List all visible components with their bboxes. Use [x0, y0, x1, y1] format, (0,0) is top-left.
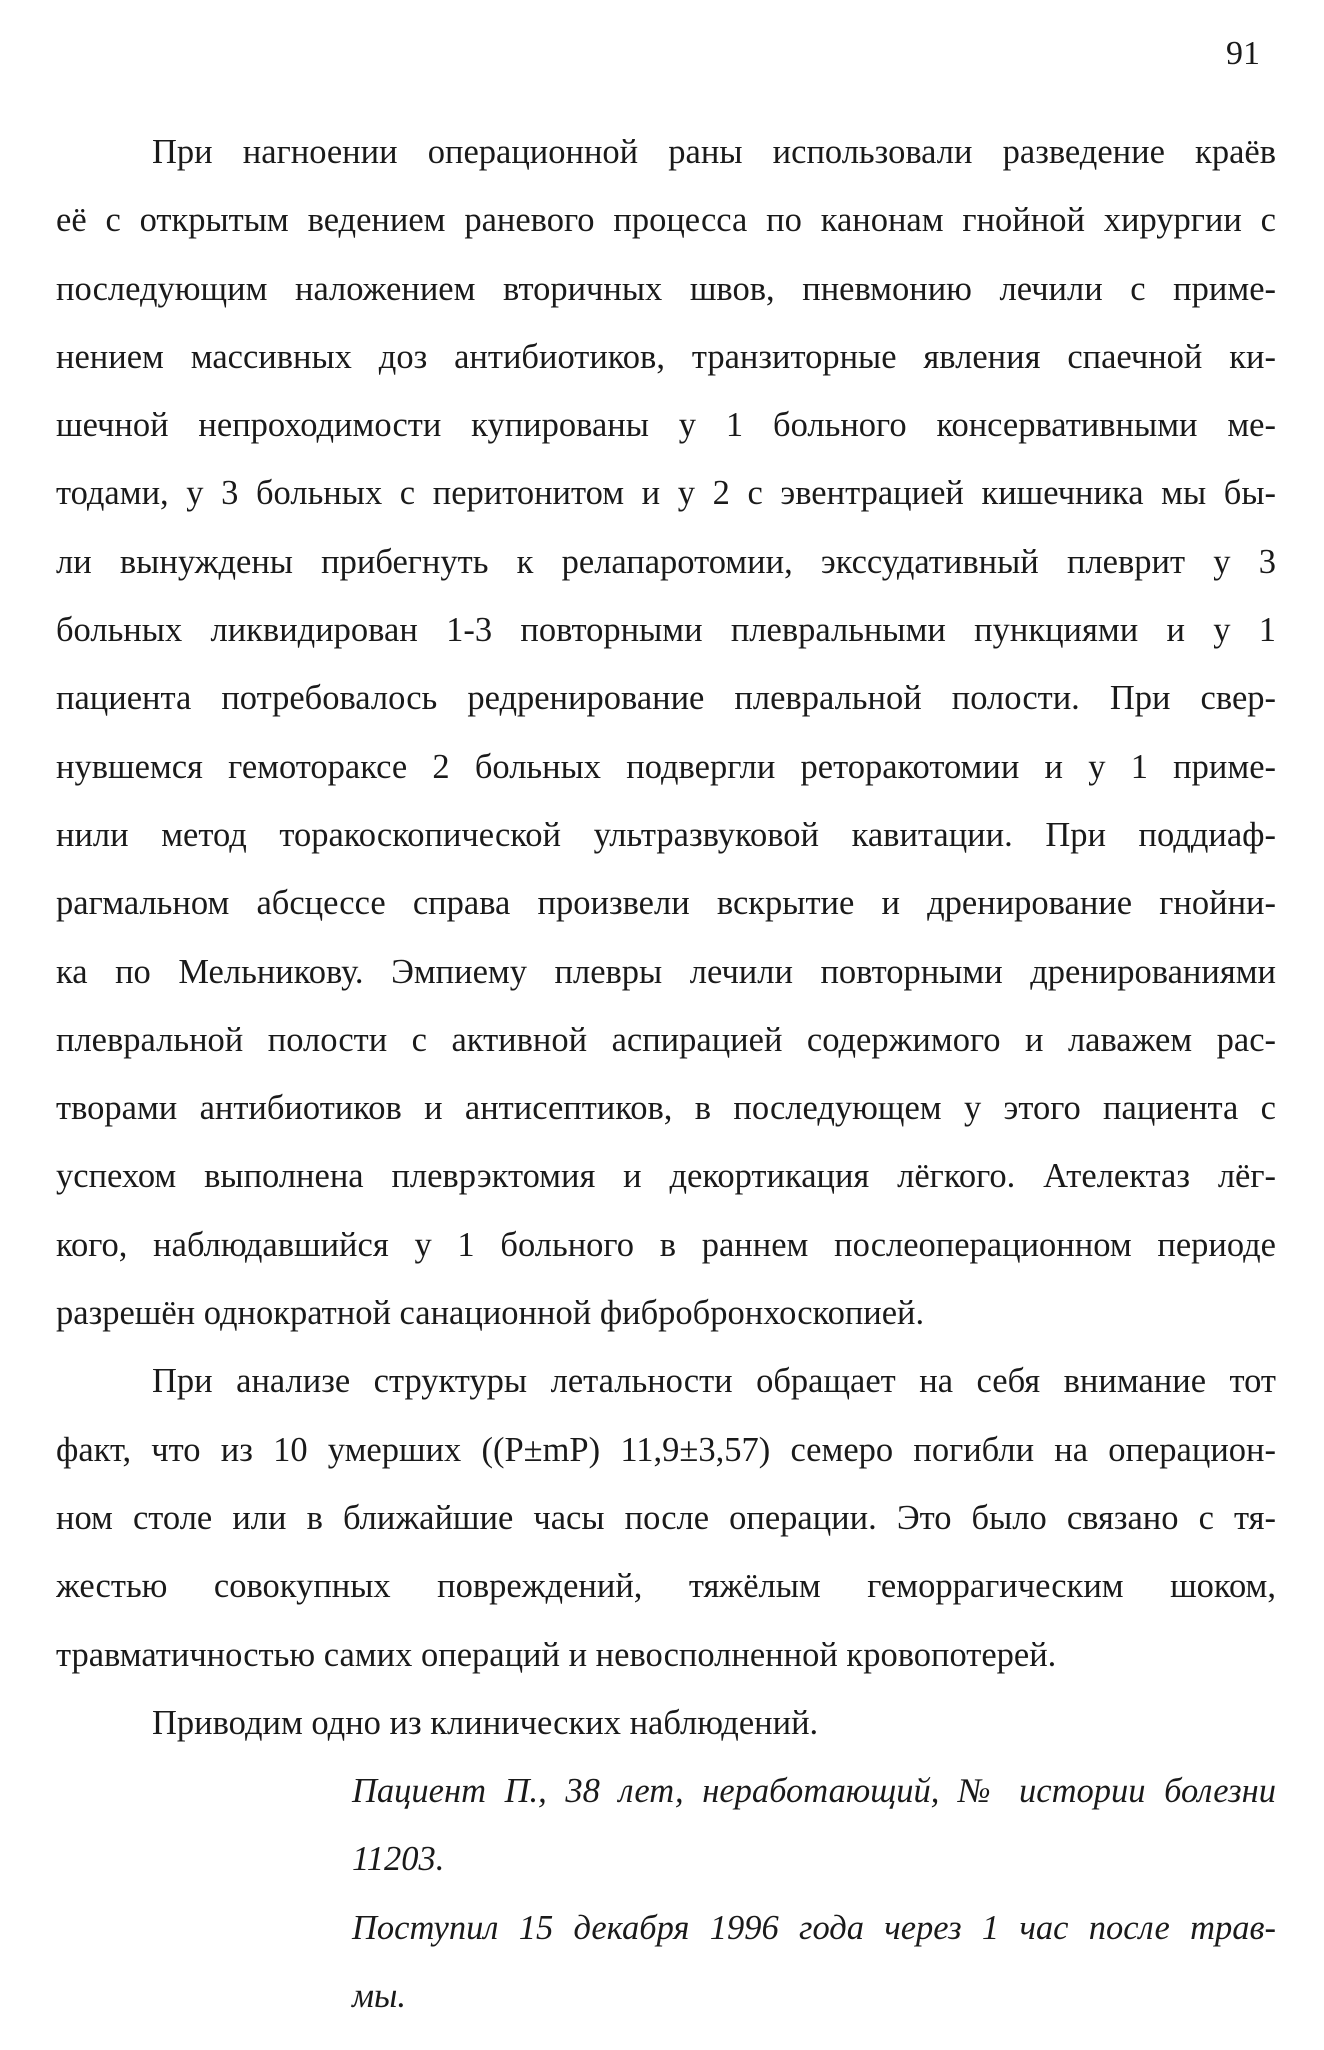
text-line: последующим наложением вторичных швов, пневмонию лечили с приме-	[56, 269, 1276, 308]
case-notes	[56, 1757, 1276, 2030]
text-line: нили метод торакоскопической ультразвуковой кавитации. При поддиаф-	[56, 815, 1276, 854]
text-line: травматичностью самих операций и невосполненной кровопотерей.	[56, 1635, 1057, 1674]
case-note-line: Поступил 15 декабря 1996 года через 1 час после трав-	[352, 1908, 1276, 1947]
text-line: жестью совокупных повреждений, тяжёлым геморрагическим шоком,	[56, 1567, 1276, 1606]
paragraph-3	[56, 1689, 1276, 1757]
text-line: разрешён однократной санационной фибробронхоскопией.	[56, 1294, 925, 1333]
paragraph-1	[56, 118, 1276, 1347]
text-line: плевральной полости с активной аспирацией содержимого и лаважем рас-	[56, 1020, 1276, 1059]
text-line: При нагноении операционной раны использовали разведение краёв	[152, 133, 1276, 171]
text-line: шечной непроходимости купированы у 1 больного консервативными ме-	[56, 406, 1276, 445]
paragraph-2	[56, 1347, 1276, 1688]
text-line: пациента потребовалось редренирование плевральной полости. При свер-	[56, 679, 1276, 718]
text-line: больных ликвидирован 1-3 повторными плевральными пункциями и у 1	[56, 611, 1276, 650]
text-line: Приводим одно из клинических наблюдений.	[152, 1703, 819, 1742]
text-line: успехом выполнена плеврэктомия и декортикация лёгкого. Ателектаз лёг-	[56, 1157, 1276, 1196]
page-body	[56, 118, 1276, 2030]
text-line: нением массивных доз антибиотиков, транзиторные явления спаечной ки-	[56, 337, 1276, 376]
case-note-line: Пациент П., 38 лет, неработающий, № истории болезни	[352, 1772, 1276, 1811]
text-line: факт, что из 10 умерших ((P±mP) 11,9±3,57) семеро погибли на операцион-	[56, 1430, 1276, 1469]
page-number: 91	[1226, 35, 1260, 72]
text-line: ка по Мельникову. Эмпиему плевры лечили повторными дренированиями	[56, 952, 1276, 991]
text-line: ном столе или в ближайшие часы после операции. Это было связано с тя-	[56, 1498, 1276, 1537]
text-line: При анализе структуры летальности обращает на себя внимание тот	[152, 1362, 1276, 1401]
text-line: нувшемся гемотораксе 2 больных подвергли реторакотомии и у 1 приме-	[56, 747, 1276, 786]
text-line: тодами, у 3 больных с перитонитом и у 2 с эвентрацией кишечника мы бы-	[56, 474, 1276, 513]
text-line: кого, наблюдавшийся у 1 больного в раннем послеоперационном периоде	[56, 1225, 1276, 1264]
text-line: рагмальном абсцессе справа произвели вскрытие и дренирование гнойни-	[56, 884, 1276, 923]
text-line: ли вынуждены прибегнуть к релапаротомии, экссудативный плеврит у 3	[56, 542, 1276, 581]
case-note-line: мы.	[352, 1977, 407, 2016]
text-line: её с открытым ведением раневого процесса по канонам гнойной хирургии с	[56, 201, 1276, 240]
text-line: творами антибиотиков и антисептиков, в последующем у этого пациента с	[56, 1089, 1276, 1128]
case-note-line: 11203.	[352, 1840, 445, 1879]
